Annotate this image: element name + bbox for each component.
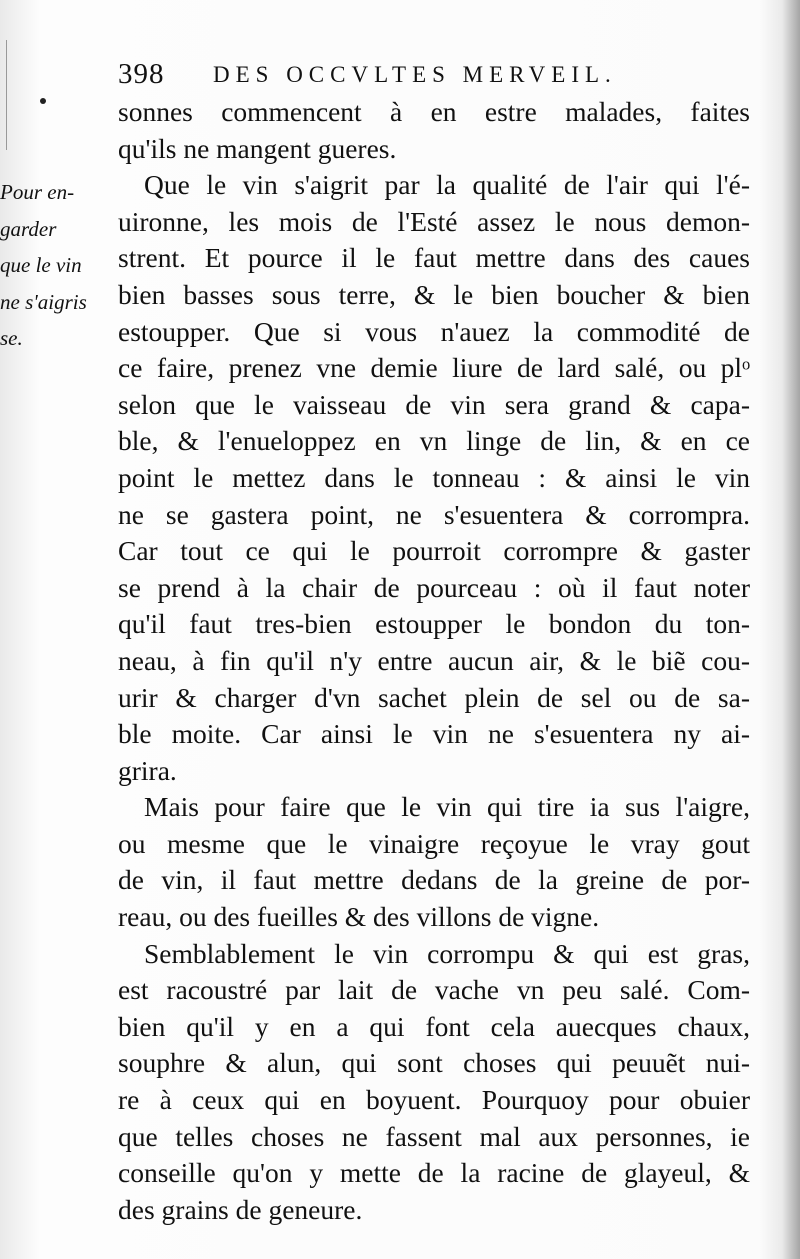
text-line: point le mettez dans le tonneau : & ainsi le vin: [118, 461, 750, 493]
text-line: strent. Et pource il le faut mettre dans des caues: [118, 242, 750, 274]
text-line: selon que le vaisseau de vin sera grand & capa-: [118, 388, 750, 420]
running-head: DES OCCVLTES MERVEIL.: [213, 62, 617, 87]
page-gutter-shadow: [782, 0, 800, 1259]
text-line: de vin, il faut mettre dedans de la greine de por-: [118, 864, 750, 896]
text-line: uironne, les mois de l'Esté assez le nous demon-: [118, 205, 750, 237]
text-line: Que le vin s'aigrit par la qualité de l'air qui l'é-: [144, 169, 750, 201]
page-number: 398: [118, 58, 165, 90]
margin-rule: [6, 40, 7, 150]
text-line: des grains de geneure.: [118, 1193, 363, 1225]
text-line: est racoustré par lait de vache vn peu salé. Com-: [118, 974, 750, 1006]
text-line: ble, & l'enueloppez en vn linge de lin, & en ce: [118, 425, 750, 457]
text-line: ce faire, prenez vne demie liure de lard salé, ou plᵒ: [118, 352, 750, 384]
text-line: bien qu'il y en a qui font cela auecques chaux,: [118, 1010, 750, 1042]
margin-note-line: ne s'aigris: [0, 289, 87, 314]
text-line: grira.: [118, 754, 177, 786]
text-line: souphre & alun, qui sont choses qui peuuẽt nui-: [118, 1047, 750, 1079]
text-line: que telles choses ne fassent mal aux personnes, ie: [118, 1120, 750, 1152]
text-line: ble moite. Car ainsi le vin ne s'esuentera ny ai-: [118, 718, 750, 750]
text-line: reau, ou des fueilles & des villons de vigne.: [118, 901, 600, 933]
text-line: qu'il faut tres-bien estoupper le bondon du ton-: [118, 608, 750, 640]
text-line: estoupper. Que si vous n'auez la commodité de: [118, 315, 750, 347]
text-line: Mais pour faire que le vin qui tire ia sus l'aigre,: [144, 791, 750, 823]
margin-note-line: Pour en-: [0, 180, 75, 204]
margin-note-line: que le vin: [0, 253, 82, 278]
ink-dot: [40, 98, 46, 104]
body-text: [118, 94, 750, 1228]
margin-note-line: se.: [0, 326, 23, 351]
text-line: neau, à fin qu'il n'y entre aucun air, & le biẽ cou-: [118, 644, 750, 676]
text-line: bien basses sous terre, & le bien boucher & bien: [118, 278, 750, 310]
text-line: ou mesme que le vinaigre reçoyue le vray gout: [118, 827, 750, 859]
text-line: ne se gastera point, ne s'esuentera & corrompra.: [118, 498, 750, 530]
text-line: urir & charger d'vn sachet plein de sel ou de sa-: [118, 681, 750, 713]
text-line: Semblablement le vin corrompu & qui est gras,: [144, 937, 750, 969]
margin-note: [0, 174, 112, 357]
margin-note-line: garder: [0, 216, 57, 241]
text-line: se prend à la chair de pourceau : où il faut noter: [118, 571, 750, 603]
text-line: qu'ils ne mangent gueres.: [118, 132, 397, 164]
text-line: Car tout ce qui le pourroit corrompre & gaster: [118, 535, 750, 567]
text-line: sonnes commencent à en estre malades, faites: [118, 96, 750, 127]
text-line: conseille qu'on y mette de la racine de glayeul, &: [118, 1157, 750, 1189]
text-line: re à ceux qui en boyuent. Pourquoy pour obuier: [118, 1084, 750, 1116]
page-header: [118, 58, 658, 94]
